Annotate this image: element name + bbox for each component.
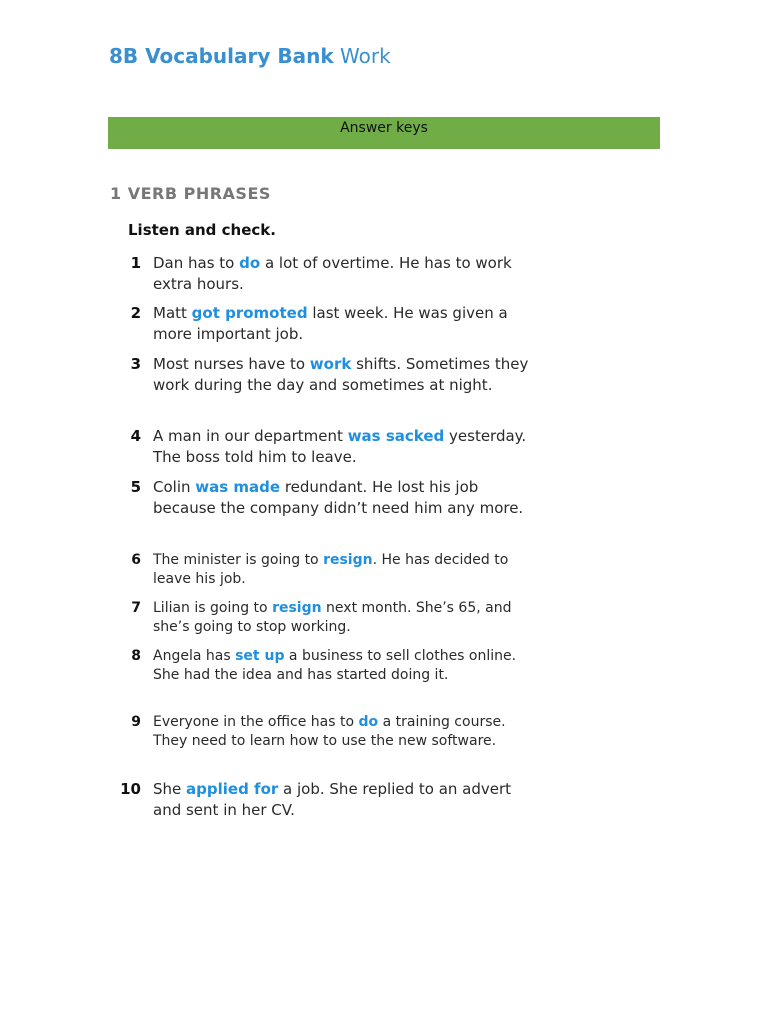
item-number: 4 (130, 427, 141, 445)
item-text-before: Everyone in the office has to (153, 714, 359, 730)
item-text (153, 303, 540, 345)
item-text-before: Matt (153, 304, 192, 322)
item-number: 6 (131, 552, 141, 568)
item-number: 5 (130, 478, 141, 496)
item-text-before: Lilian is going to (153, 600, 273, 616)
item-number: 7 (131, 600, 141, 616)
answer-item (120, 354, 540, 396)
item-answer: do (358, 714, 379, 730)
item-text-after: redundant. He lost his job because the company didn’t need him any more. (153, 478, 524, 517)
item-text-before: Colin (153, 478, 196, 496)
answer-keys-banner (108, 117, 660, 149)
item-number: 1 (130, 254, 141, 272)
item-answer: set up (235, 648, 285, 664)
item-text (153, 426, 540, 468)
section-instruction: Listen and check. (128, 221, 276, 239)
answer-item (120, 477, 540, 519)
item-text (153, 779, 540, 821)
answer-item (120, 426, 540, 468)
item-number: 3 (130, 355, 141, 373)
item-text (153, 477, 540, 519)
answer-item (120, 551, 540, 589)
item-text (153, 647, 540, 685)
answer-item (120, 647, 540, 685)
item-text-after: last week. He was given a more important job. (153, 304, 508, 343)
item-text-after: a business to sell clothes online. She had the idea and has started doing it. (153, 648, 517, 683)
item-text (153, 599, 540, 637)
item-answer: work (309, 355, 352, 373)
item-text-before: The minister is going to (153, 552, 324, 568)
item-text-before: Angela has (153, 648, 236, 664)
section-heading: 1 VERB PHRASES (110, 184, 271, 203)
item-answer: was sacked (347, 427, 445, 445)
answer-item (120, 713, 540, 751)
item-text-before: Dan has to (153, 254, 240, 272)
item-answer: was made (195, 478, 281, 496)
answer-item (120, 303, 540, 345)
answer-keys-label: Answer keys (340, 120, 428, 136)
item-answer: resign (272, 600, 322, 616)
item-text-after: next month. She’s 65, and she’s going to stop working. (153, 600, 512, 635)
item-text (153, 713, 540, 751)
item-text-after: a training course. They need to learn how to use the new software. (153, 714, 506, 749)
page-title (109, 44, 391, 68)
item-text-after: a job. She replied to an advert and sent in her CV. (153, 780, 512, 819)
item-number: 10 (120, 780, 141, 798)
item-text (153, 253, 540, 295)
item-answer: do (239, 254, 261, 272)
item-text-before: Most nurses have to (153, 355, 310, 373)
item-number: 9 (131, 714, 141, 730)
item-text-after: shifts. Sometimes they work during the day and sometimes at night. (153, 355, 529, 394)
answer-item (120, 599, 540, 637)
item-number: 8 (131, 648, 141, 664)
item-text-after: yesterday. The boss told him to leave. (153, 427, 527, 466)
answer-item (120, 779, 540, 821)
answer-item (120, 253, 540, 295)
item-text-after: . He has decided to leave his job. (153, 552, 509, 587)
item-text (153, 551, 540, 589)
item-text-before: She (153, 780, 187, 798)
item-number: 2 (130, 304, 141, 322)
item-answer: applied for (186, 780, 279, 798)
item-text (153, 354, 540, 396)
item-answer: resign (323, 552, 373, 568)
page-title-light: Work (340, 44, 391, 68)
item-answer: got promoted (191, 304, 308, 322)
item-text-before: A man in our department (153, 427, 348, 445)
page-title-bold: 8B Vocabulary Bank (109, 44, 334, 68)
item-text-after: a lot of overtime. He has to work extra hours. (153, 254, 512, 293)
